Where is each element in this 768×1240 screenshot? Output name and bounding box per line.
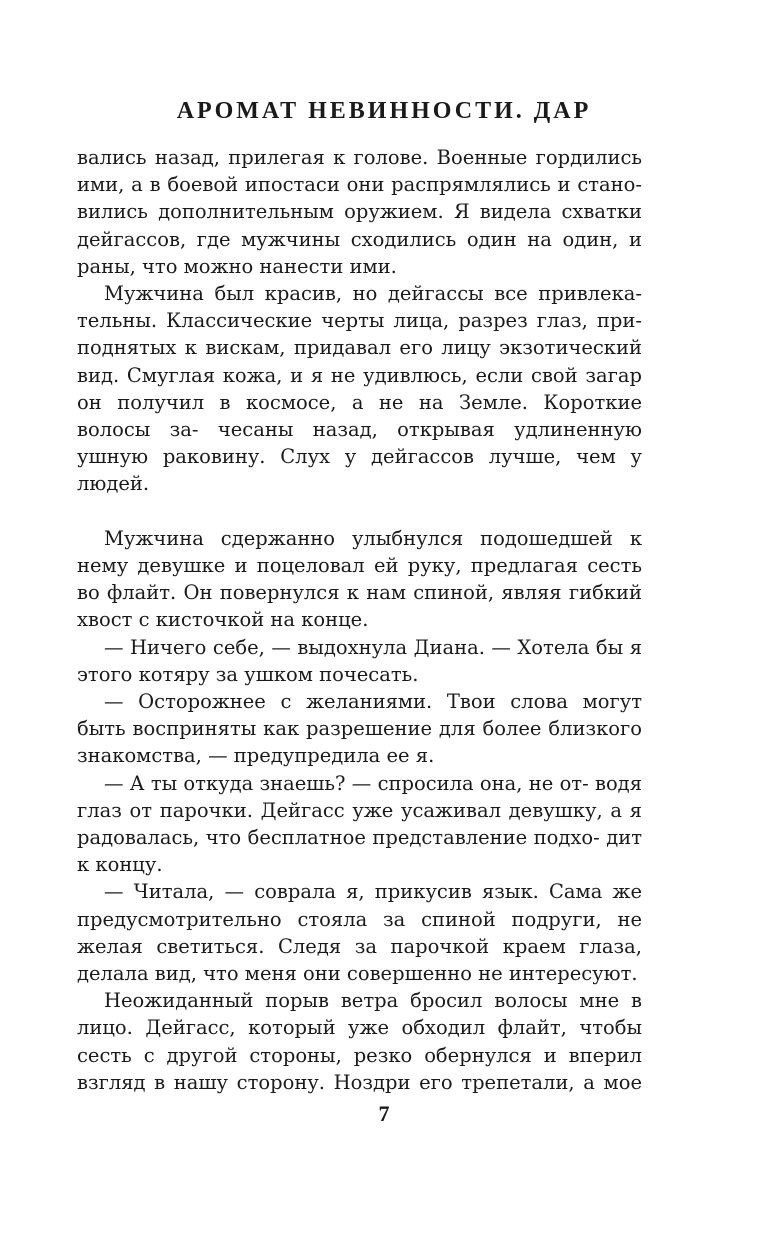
text-line: чесаны назад, открывая удлиненную ушную раковину.	[77, 418, 642, 469]
text-line: тельны. Классические черты лица, разрез глаз, при-	[77, 309, 642, 333]
text-line: я этого котяру за ушком почесать.	[77, 635, 642, 686]
text-line: а я радовалась, что бесплатное представление подхо-	[77, 798, 642, 850]
text-line: и раны, что можно нанести ими.	[77, 227, 642, 278]
text-line: сесть с другой стороны, резко обернулся и вперил	[77, 1043, 642, 1067]
text-line: во флайт. Он повернулся к нам спиной, являя гибкий	[77, 581, 642, 605]
text-line: предусмотрительно стояла за спиной подруги, не	[77, 907, 642, 931]
paragraph	[77, 987, 642, 1096]
text-line: вились дополнительным оружием. Я видела схватки	[77, 200, 642, 224]
text-line: желая светиться. Следя за парочкой краем глаза, делала	[77, 934, 642, 986]
paragraph	[77, 878, 642, 987]
text-line: вид. Смуглая кожа, и я не удивлюсь, если свой загар он	[77, 363, 642, 414]
text-line: дейгассов, где мужчины сходились один на один,	[77, 227, 619, 251]
text-line: Слух у дейгассов лучше, чем у людей.	[77, 445, 642, 496]
paragraph	[77, 144, 642, 280]
paragraph	[77, 688, 642, 770]
paragraph	[77, 634, 642, 688]
paragraph	[77, 280, 642, 498]
text-line: ими, а в боевой ипостаси они распрямлялись и стано-	[77, 173, 642, 197]
page-number: 7	[378, 1101, 390, 1126]
text-line: в лицо. Дейгасс, который уже обходил флайт, чтобы	[77, 989, 643, 1040]
text-line: к нему девушке и поцеловал ей руку, предлагая сесть	[77, 526, 643, 578]
paragraph	[77, 770, 642, 879]
text-line: взгляд в нашу сторону. Ноздри его трепетали, а мое	[77, 1070, 642, 1094]
text-line: Мужчина сдержанно улыбнулся подошедшей	[104, 526, 613, 550]
text-line: вид, что меня они совершенно не интересуют.	[154, 962, 638, 986]
text-line: Мужчина был красив, но дейгассы все привлека-	[104, 282, 642, 306]
text-line: водя глаз от парочки. Дейгасс уже усаживал девушку,	[77, 771, 642, 822]
body-text	[77, 144, 642, 1096]
text-line: хвост с кисточкой на конце.	[77, 608, 369, 632]
paragraph	[77, 525, 642, 634]
text-line: — Читала, — соврала я, прикусив язык. Сама же	[104, 880, 642, 904]
text-line: поднятых к вискам, придавал его лицу экзотический	[77, 336, 642, 360]
running-head: АРОМАТ НЕВИННОСТИ. ДАР	[176, 98, 592, 124]
text-line: — А ты откуда знаешь? — спросила она, не от-	[104, 771, 589, 795]
text-line: — Ничего себе, — выдохнула Диана. — Хотела бы	[104, 635, 624, 659]
text-line: быть восприняты как разрешение для более близкого	[77, 717, 642, 741]
text-line: получил в космосе, а не на Земле. Короткие волосы за-	[77, 390, 643, 442]
text-line: дит к концу.	[77, 826, 642, 877]
text-line: — Осторожнее с желаниями. Твои слова могут	[104, 690, 642, 714]
text-line: Неожиданный порыв ветра бросил волосы мне	[104, 989, 620, 1013]
text-line: вались назад, прилегая к голове. Военные гордились	[77, 146, 642, 169]
text-line: знакомства, — предупредила ее я.	[77, 744, 435, 768]
